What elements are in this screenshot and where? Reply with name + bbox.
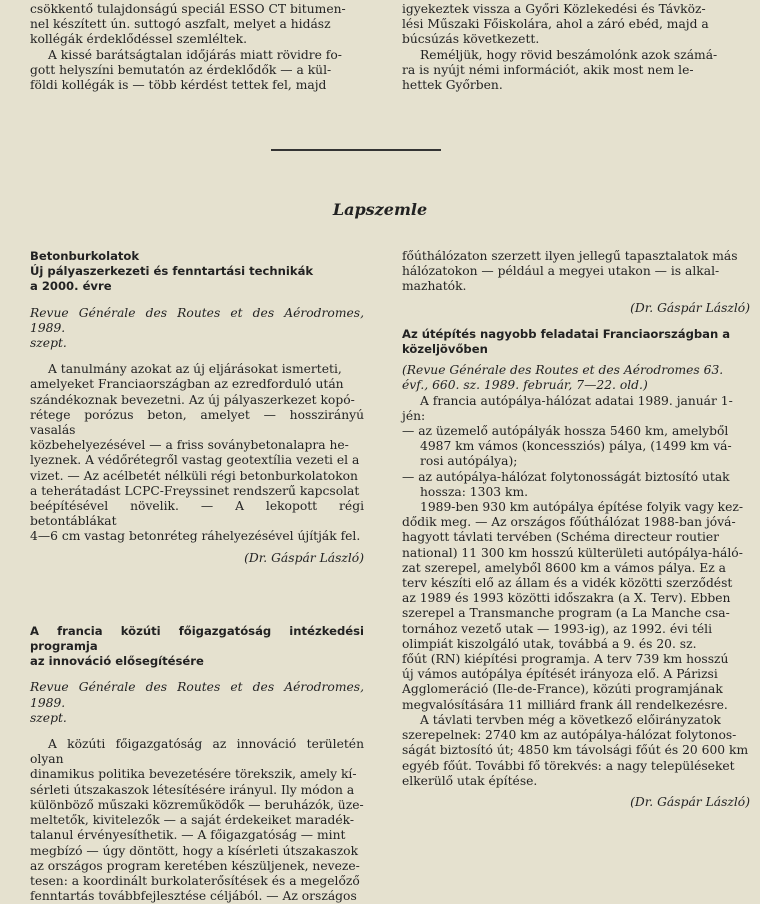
article-signature: (Dr. Gáspár László) — [630, 794, 750, 809]
right-column — [402, 249, 750, 810]
text-line: jén: — [402, 408, 426, 423]
text-line: tesen: a koordinált burkolaterősítések és a megelőző — [30, 873, 360, 888]
text-line: hagyott távlati tervében (Schéma directeur routier — [402, 530, 720, 545]
text-line: gott helyszíni bemutatón az érdeklődők — a kül- — [30, 62, 332, 77]
left-column — [30, 249, 364, 904]
text-line: elkerülő utak építése. — [402, 773, 538, 788]
text-line: vizet. — Az acélbetét nélküli régi betonburkolatokon — [30, 468, 358, 483]
text-line: lyeznek. A védőrétegről vastag geotextília vezeti el a — [30, 453, 360, 468]
text-line: 1989-ben 930 km autópálya építése folyik vagy kez- — [420, 500, 744, 515]
text-line: különböző műszaki közreműködők — beruházók, üze- — [30, 797, 364, 812]
text-line: rosi autópálya); — [420, 454, 518, 469]
article-heading: Az útépítés nagyobb feladatai Franciaországban a — [402, 326, 731, 341]
text-line: sérleti útszakaszok létesítésére irányul. Ily módon a — [30, 782, 355, 797]
article-source: (Revue Générale des Routes et des Aérodromes 63. — [402, 363, 724, 378]
text-line: rétege porózus beton, amelyet — hosszirányú vasalás — [30, 407, 364, 438]
article-source: szept. — [30, 710, 67, 725]
text-line: szándékoznak bevezetni. Az új pályaszerkezet kopó- — [30, 392, 355, 407]
text-line: tornához vezető utak — 1993-ig), az 1992. évi téli — [402, 621, 713, 636]
top-right-column — [402, 2, 750, 93]
text-line: búcsúzás következett. — [402, 32, 540, 47]
text-line: egyéb főút. További fő törekvés: a nagy településeket — [402, 758, 735, 773]
article-signature: (Dr. Gáspár László) — [244, 550, 364, 565]
article-source: évf., 660. sz. 1989. február, 7—22. old.) — [402, 378, 648, 393]
text-line: A közúti főigazgatóság az innováció területén olyan — [30, 737, 364, 767]
text-line: ra is nyújt némi információt, akik most nem le- — [402, 62, 694, 77]
text-line: földi kollégák is — több kérdést tettek fel, majd — [30, 78, 327, 93]
text-line: közbehelyezésével — a friss soványbetonalapra he- — [30, 438, 349, 453]
article-heading: a 2000. évre — [30, 279, 112, 294]
text-line: A kissé barátságtalan időjárás miatt rövidre fo- — [48, 47, 342, 62]
text-line: igyekeztek vissza a Győri Közlekedési és Távköz- — [402, 2, 706, 16]
text-line: megbízó — úgy döntött, hogy a kísérleti útszakaszok — [30, 843, 359, 858]
text-line: hettek Győrben. — [402, 78, 503, 93]
text-line: az országos program keretében készüljenek, neveze- — [30, 858, 360, 873]
article-heading: Új pályaszerkezeti és fenntartási technikák — [30, 264, 314, 279]
section-title: Lapszemle — [332, 200, 428, 219]
text-line: mazhatók. — [402, 279, 467, 294]
text-line: csökkentő tulajdonságú speciál ESSO CT bitumen- — [30, 2, 346, 16]
text-line: szerepel a Transmanche program (a La Manche csa- — [402, 606, 730, 621]
text-line: hossza: 1303 km. — [420, 484, 529, 499]
text-line: fenntartás továbbfejlesztése céljából. — Az országos — [30, 889, 357, 904]
text-line: nel készített ún. suttogó aszfalt, melyet a hidász — [30, 17, 331, 32]
article-heading: Betonburkolatok — [30, 249, 140, 263]
text-line: olimpiát kiszolgáló utak, továbbá a 9. és 20. sz. — [402, 636, 697, 651]
text-line: meltetők, kivitelezők — a saját érdekeiket maradék- — [30, 813, 355, 828]
text-line: az 1989 és 1993 közötti időszakra (a X. Terv). Ebben — [402, 591, 731, 606]
text-line: kollégák érdeklődéssel szemléltek. — [30, 32, 247, 47]
article-source: Revue Générale des Routes et des Aérodromes, 1989. — [30, 305, 364, 335]
text-line: 4—6 cm vastag betonréteg ráhelyezésével újítják fel. — [30, 529, 361, 544]
text-line: szerepelnek: 2740 km az autópálya-hálózat folytonos- — [402, 728, 737, 743]
text-line: Reméljük, hogy rövid beszámolónk azok számá- — [420, 47, 718, 62]
section-divider — [271, 149, 441, 151]
text-line: A távlati tervben még a következő előirányzatok — [420, 712, 721, 727]
text-line: talanul érvényesíthetik. — A főigazgatóság — mint — [30, 828, 346, 843]
article-heading: közeljövőben — [402, 342, 488, 357]
text-line: ságát biztosító út; 4850 km távolsági főút és 20 600 km — [402, 743, 749, 758]
text-line: főút (RN) kiépítési programja. A terv 739 km hosszú — [402, 652, 729, 667]
text-line: 4987 km vámos (koncessziós) pálya, (1499 km vá- — [420, 439, 732, 454]
text-line: — az autópálya-hálózat folytonosságát biztosító utak — [402, 469, 730, 484]
text-line: zat szerepel, amelyből 8600 km a vámos pálya. Ez a — [402, 560, 727, 575]
article-source: Revue Générale des Routes et des Aérodromes, 1989. — [30, 680, 364, 710]
text-line: hálózatokon — például a megyei utakon — is alkal- — [402, 264, 720, 279]
text-line: új vámos autópálya építését irányoza elő. A Párizsi — [402, 667, 718, 682]
article-signature: (Dr. Gáspár László) — [630, 300, 750, 315]
text-line: dinamikus politika bevezetésére törekszik, amely kí- — [30, 767, 357, 782]
text-line: A francia autópálya-hálózat adatai 1989. január 1- — [420, 393, 733, 408]
top-left-column — [30, 2, 364, 93]
article-source: szept. — [30, 336, 67, 351]
text-line: terv készíti elő az állam és a vidék közötti szerződést — [402, 576, 733, 591]
article-innovacio — [30, 624, 364, 904]
text-line: beépítésével növelik. — A lekopott régi betontáblákat — [30, 499, 364, 529]
text-line: A tanulmány azokat az új eljárásokat ismerteti, — [48, 362, 342, 377]
text-line: megvalósítására 11 milliárd frank áll rendelkezésre. — [402, 697, 728, 712]
text-line: dődik meg. — Az országos főúthálózat 1988-ban jóvá- — [402, 515, 736, 530]
text-line: lési Műszaki Főiskolára, ahol a záró ebéd, majd a — [402, 17, 709, 32]
text-line: Agglomeráció (Ile-de-France), közúti programjának — [402, 682, 723, 697]
article-heading: A francia közúti főigazgatóság intézkedési programja — [30, 623, 364, 654]
article-utepites — [402, 327, 750, 810]
text-line: — az üzemelő autópályák hossza 5460 km, amelyből — [402, 424, 729, 439]
text-line: amelyeket Franciaországban az ezredforduló után — [30, 377, 344, 392]
text-line: national) 11 300 km hosszú külterületi autópálya-háló- — [402, 545, 743, 560]
article-heading: az innováció elősegítésére — [30, 654, 204, 669]
text-line: a teherátadást LCPC-Freyssinet rendszerű kapcsolat — [30, 483, 360, 498]
text-line: főúthálózaton szerzett ilyen jellegű tapasztalatok más — [402, 249, 738, 263]
article-betonburkolatok — [30, 249, 364, 566]
